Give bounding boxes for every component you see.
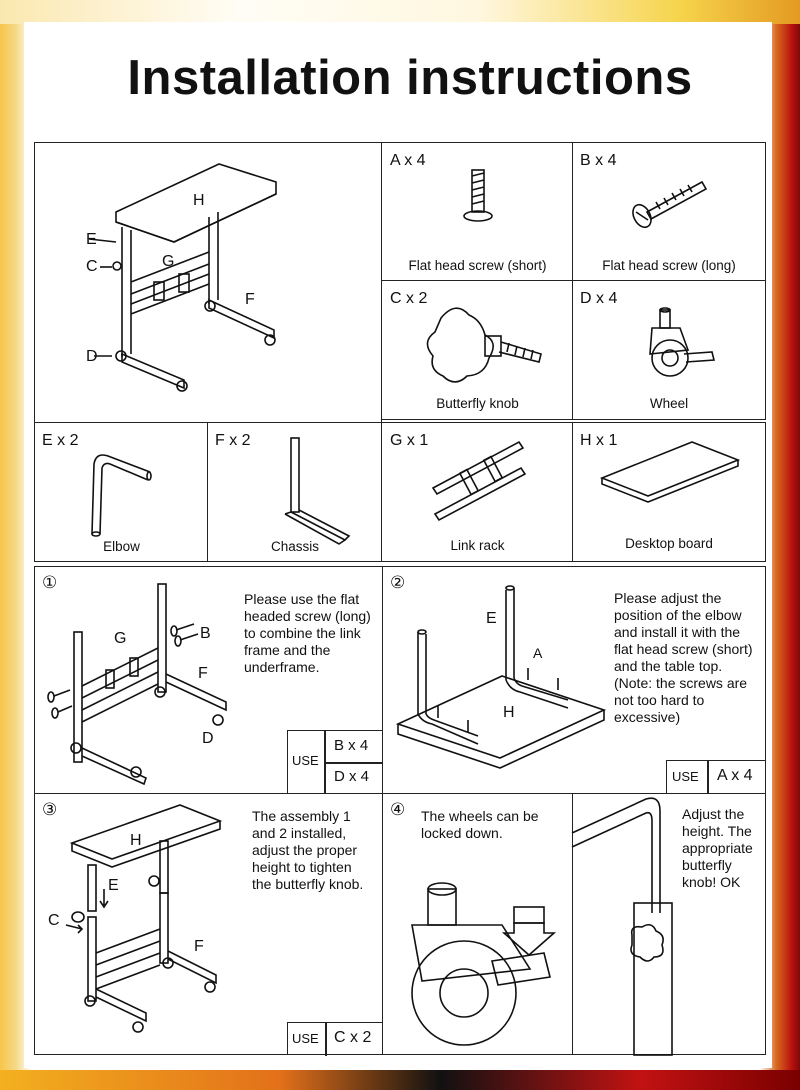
part-name-b: Flat head screw (long): [602, 258, 736, 273]
overview-label-e: E: [86, 231, 97, 248]
overview-label-g: G: [162, 253, 175, 270]
part-qty-a: A x 4: [390, 152, 426, 169]
part-qty-h: H x 1: [580, 432, 618, 449]
part-qty-d: D x 4: [580, 290, 618, 307]
step-3-label-h: H: [130, 832, 142, 849]
step-1-use-box: [287, 730, 384, 794]
step-2-label-a: A: [533, 645, 543, 661]
step-4-height-adjust-illustration: [572, 793, 766, 1055]
overview-label-c: C: [86, 258, 98, 275]
step-3-use-box: [287, 1022, 384, 1055]
step-3-use-item-1: C x 2: [334, 1029, 372, 1046]
overview-label-d: D: [86, 348, 98, 365]
step-1-label-f: F: [198, 665, 208, 682]
part-name-c: Butterfly knob: [436, 396, 519, 411]
step-3-label-e: E: [108, 877, 119, 894]
step-4-number: ④: [390, 800, 406, 819]
step-1-use-label: USE: [292, 753, 319, 768]
part-name-e: Elbow: [103, 539, 140, 554]
step-1-label-d: D: [202, 730, 214, 747]
part-qty-b: B x 4: [580, 152, 617, 169]
step-3-use-label: USE: [292, 1031, 319, 1046]
step-1-label-g: G: [114, 630, 127, 647]
step-1-number: ①: [42, 573, 58, 592]
part-qty-f: F x 2: [215, 432, 251, 449]
part-name-a: Flat head screw (short): [408, 258, 547, 273]
step-2-label-e: E: [486, 610, 497, 627]
part-name-h: Desktop board: [625, 536, 713, 551]
part-name-g: Link rack: [450, 538, 505, 553]
step-2-use-item-1: A x 4: [717, 767, 753, 784]
step-3-label-c: C: [48, 912, 60, 929]
step-4-height-text: Adjust the height. The appropriate butterfly knob! OK: [682, 806, 753, 890]
step-1-text: Please use the flat headed screw (long) to combine the link frame and the underframe.: [244, 591, 371, 675]
step-2-label-h: H: [503, 704, 515, 721]
assembled-table-illustration: [34, 142, 382, 424]
step-2-number: ②: [390, 573, 406, 592]
step-4-wheel-lock-illustration: [382, 793, 574, 1055]
step-1-use-item-2: D x 4: [334, 768, 370, 785]
step-1-label-b: B: [200, 625, 211, 642]
step-1-use-item-1: B x 4: [334, 737, 369, 754]
step-3-illustration: [34, 793, 384, 1055]
part-qty-e: E x 2: [42, 432, 79, 449]
step-2-use-label: USE: [672, 769, 699, 784]
overview-label-f: F: [245, 291, 255, 308]
step-3-number: ③: [42, 800, 58, 819]
overview-label-h: H: [193, 192, 205, 209]
step-4-text: The wheels can be locked down.: [421, 808, 539, 841]
step-3-label-f: F: [194, 938, 204, 955]
step-2-text: Please adjust the position of the elbow and install it with the flat head screw (short) and the table top. (Note: the screws are not too hard to excessive): [614, 590, 753, 725]
step-3-text: The assembly 1 and 2 installed, adjust the proper height to tighten the butterfly knob.: [252, 808, 364, 892]
page-title: Installation instructions: [127, 51, 693, 105]
part-qty-c: C x 2: [390, 290, 428, 307]
step-2-use-box: [666, 760, 766, 794]
part-name-d: Wheel: [649, 396, 689, 411]
part-name-f: Chassis: [270, 539, 319, 554]
part-qty-g: G x 1: [390, 432, 429, 449]
